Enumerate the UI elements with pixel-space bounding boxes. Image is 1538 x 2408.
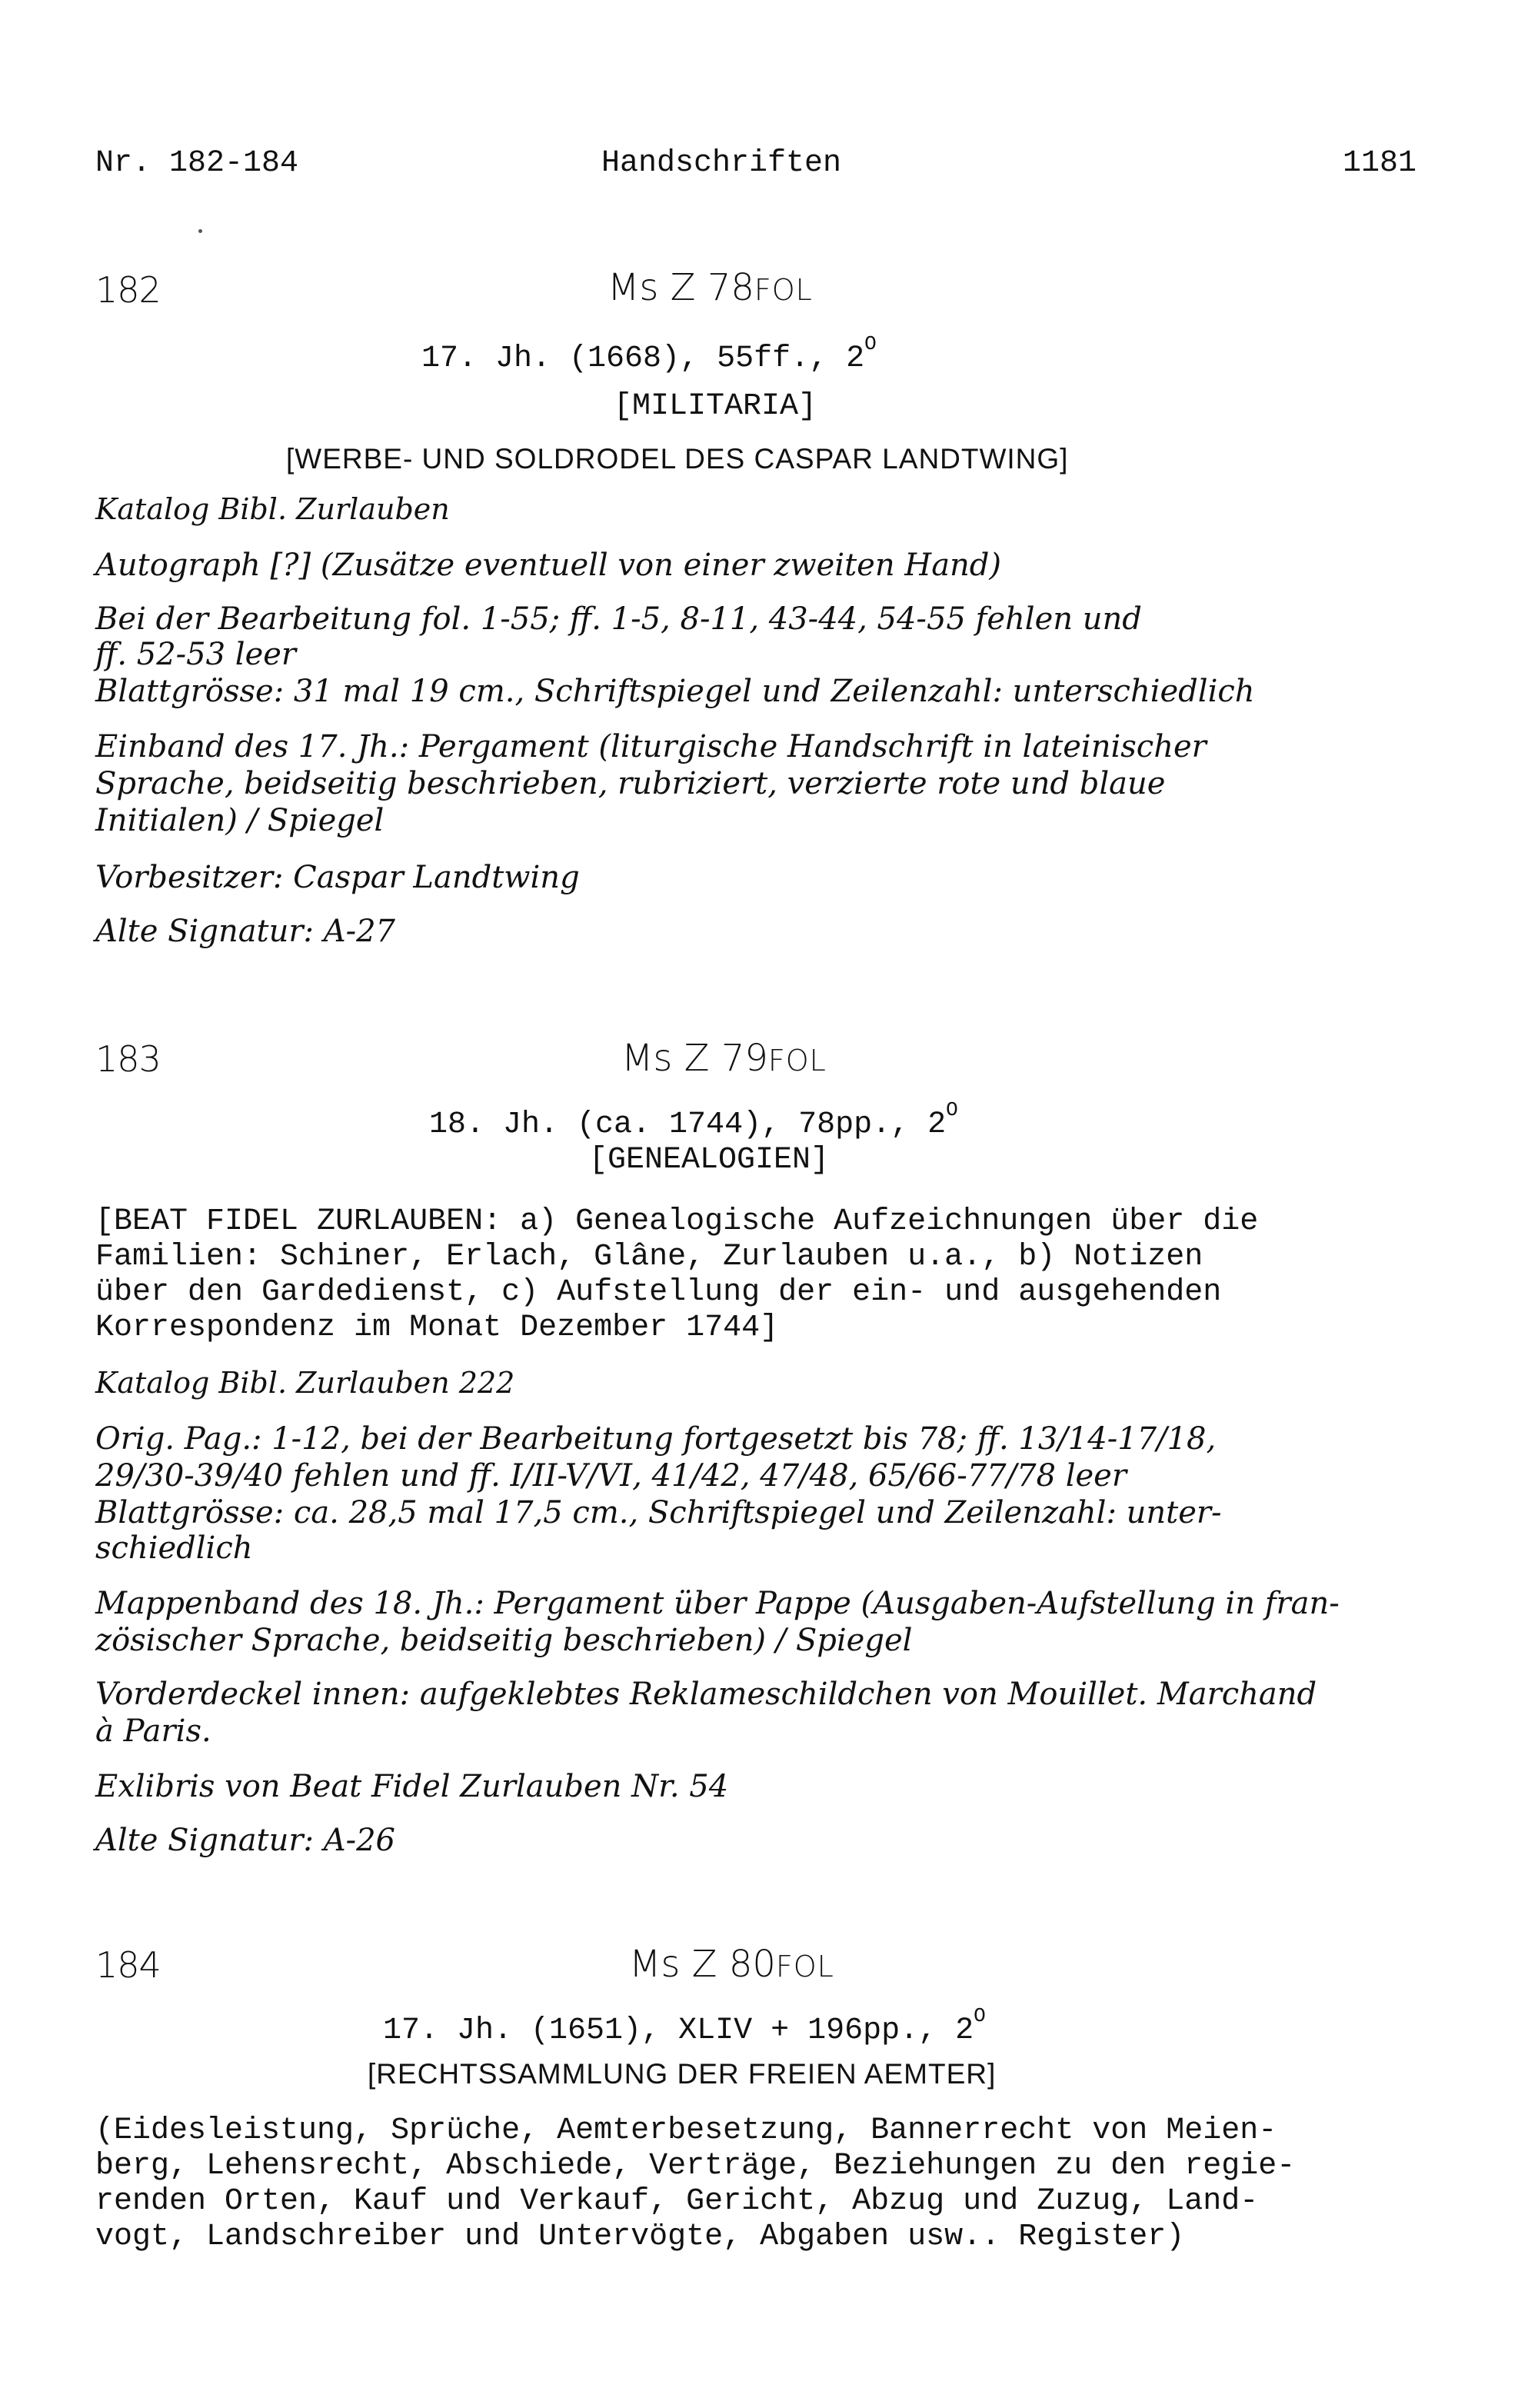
date-line xyxy=(421,332,877,376)
header-section-title: Handschriften xyxy=(601,146,842,181)
note-line: Vorderdeckel innen: aufgeklebtes Reklameschildchen von Mouillet. Marchand xyxy=(95,1677,1317,1712)
shelfmark-main: Ms Z 80 xyxy=(629,1943,776,1986)
category: [RECHTSSAMMLUNG DER FREIEN AEMTER] xyxy=(368,2058,997,2090)
shelfmark xyxy=(629,1943,834,1986)
title: [WERBE- UND SOLDRODEL DES CASPAR LANDTWING] xyxy=(286,443,1069,475)
entry-number: 184 xyxy=(95,1944,161,1986)
description-line: Korrespondenz im Monat Dezember 1744] xyxy=(95,1311,779,1345)
note-line: Blattgrösse: ca. 28,5 mal 17,5 cm., Schriftspiegel und Zeilenzahl: unter- xyxy=(95,1495,1222,1530)
description-line: berg, Lehensrecht, Abschiede, Verträge, Beziehungen zu den regie- xyxy=(95,2149,1296,2183)
note-line: Vorbesitzer: Caspar Landtwing xyxy=(95,860,580,895)
note-line: Sprache, beidseitig beschrieben, rubriziert, verzierte rote und blaue xyxy=(95,766,1166,801)
date-text: 17. Jh. (1668), 55ff., 2 xyxy=(421,341,865,376)
note-line: Autograph [?] (Zusätze eventuell von einer zweiten Hand) xyxy=(95,548,1002,583)
shelfmark xyxy=(608,266,813,309)
date-text: 18. Jh. (ca. 1744), 78pp., 2 xyxy=(429,1107,947,1142)
catalog-reference: Katalog Bibl. Zurlauben 222 xyxy=(95,1366,515,1400)
shelfmark-format: FOL xyxy=(775,1950,834,1983)
format-superscript: O xyxy=(974,2004,986,2027)
note-line: 29/30-39/40 fehlen und ff. I/II-V/VI, 41/42, 47/48, 65/66-77/78 leer xyxy=(95,1458,1127,1494)
description-line: [BEAT FIDEL ZURLAUBEN: a) Genealogische Aufzeichnungen über die xyxy=(95,1204,1259,1239)
note-line: Orig. Pag.: 1-12, bei der Bearbeitung fortgesetzt bis 78; ff. 13/14-17/18, xyxy=(95,1421,1217,1457)
description-line: (Eidesleistung, Sprüche, Aemterbesetzung, Bannerrecht von Meien- xyxy=(95,2113,1277,2148)
date-line xyxy=(383,2004,986,2048)
stray-mark xyxy=(198,229,202,233)
category: [MILITARIA] xyxy=(614,389,817,424)
note-line: Alte Signatur: A-26 xyxy=(95,1823,395,1858)
date-line xyxy=(429,1098,958,1142)
header-page-range: Nr. 182-184 xyxy=(95,146,299,181)
catalog-reference: Katalog Bibl. Zurlauben xyxy=(95,492,450,526)
category: [GENEALOGIEN] xyxy=(589,1143,830,1177)
note-line: schiedlich xyxy=(95,1530,253,1566)
entry-number: 182 xyxy=(95,269,161,311)
shelfmark-main: Ms Z 78 xyxy=(608,266,754,309)
description-line: über den Gardedienst, c) Aufstellung der ein- und ausgehenden xyxy=(95,1275,1222,1310)
note-line: Blattgrösse: 31 mal 19 cm., Schriftspiegel und Zeilenzahl: unterschiedlich xyxy=(95,674,1255,709)
description-line: vogt, Landschreiber und Untervögte, Abgaben usw.. Register) xyxy=(95,2220,1185,2254)
shelfmark-format: FOL xyxy=(754,273,813,307)
note-line: Alte Signatur: A-27 xyxy=(95,914,395,949)
date-text: 17. Jh. (1651), XLIV + 196pp., 2 xyxy=(383,2013,974,2048)
note-line: à Paris. xyxy=(95,1714,211,1749)
description-line: Familien: Schiner, Erlach, Glâne, Zurlauben u.a., b) Notizen xyxy=(95,1240,1203,1274)
note-line: Mappenband des 18. Jh.: Pergament über Pappe (Ausgaben-Aufstellung in fran- xyxy=(95,1586,1340,1621)
note-line: Bei der Bearbeitung fol. 1-55; ff. 1-5, 8-11, 43-44, 54-55 fehlen und xyxy=(95,601,1142,637)
note-line: zösischer Sprache, beidseitig beschrieben) / Spiegel xyxy=(95,1623,913,1658)
header-page-number: 1181 xyxy=(1343,146,1417,181)
shelfmark xyxy=(621,1037,827,1080)
note-line: Exlibris von Beat Fidel Zurlauben Nr. 54 xyxy=(95,1769,729,1804)
shelfmark-main: Ms Z 79 xyxy=(621,1037,768,1080)
note-line: Einband des 17. Jh.: Pergament (liturgische Handschrift in lateinischer xyxy=(95,729,1207,764)
note-line: Initialen) / Spiegel xyxy=(95,803,384,838)
format-superscript: O xyxy=(946,1098,958,1121)
format-superscript: O xyxy=(864,332,877,355)
description-line: renden Orten, Kauf und Verkauf, Gericht, Abzug und Zuzug, Land- xyxy=(95,2184,1259,2219)
shelfmark-format: FOL xyxy=(767,1044,827,1077)
entry-number: 183 xyxy=(95,1038,161,1080)
note-line: ff. 52-53 leer xyxy=(95,637,297,672)
